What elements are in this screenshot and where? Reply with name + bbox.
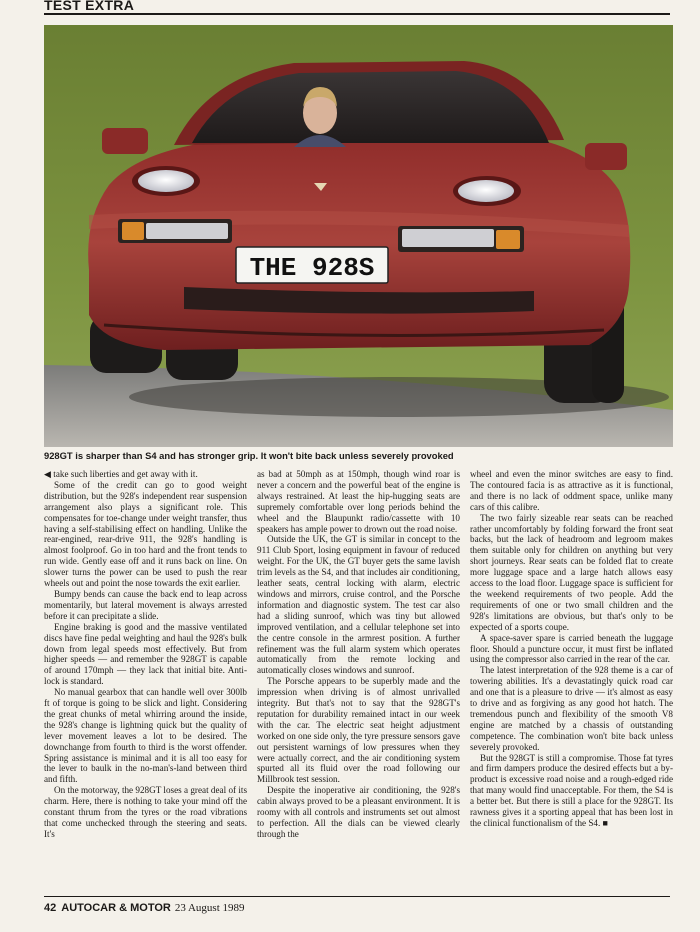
paragraph: wheel and even the minor switches are easy to find. The contoured facia is as attractive as it is functional, and there is no lack of oddment space, unlike many cars of this calibre.	[470, 469, 673, 512]
paragraph: The latest interpretation of the 928 theme is a car of towering abilities. It's a devastatingly quick road car and one that is a pleasure to drive — it's almost as easy to drive and as forgiving as any good hot hatch. The tremendous punch and flexibility of the smooth V8 engine are matched by a chassis of outstanding competence. The combination won't bite back unless severely provoked.	[470, 665, 673, 752]
paragraph: But the 928GT is still a compromise. Those fat tyres and firm dampers produce the desired effects but a by-product is excessive road noise and a rough-edged ride that many would find unacceptable. For them, the S4 is a better bet. But there is still a place for the 928GT. Its rawness gives it a sporting appeal that has been lost in the clinical functionalism of the S4.	[470, 752, 673, 828]
paragraph: Outside the UK, the GT is similar in concept to the 911 Club Sport, losing equipment in favour of reduced weight. For the UK, the GT buyer gets the same lavish trim levels as the S4, and that includes air conditioning, leather seats, central locking with alarm, electric windows and mirrors, cruise control, and the Porsche information and diagnostic system. The test car also had a sliding sunroof, which was tiny but allowed improved ventilation, and a cellular telephone set into the centre console in the armrest position. A further refinement was the full alarm system which operates automatically from the remote locking and automatically closes windows and sunroof.	[257, 534, 460, 676]
article-column-3	[470, 469, 673, 829]
paragraph: A space-saver spare is carried beneath the luggage floor. Should a puncture occur, it must first be inflated using the compressor also carried in the rear of the car.	[470, 632, 673, 665]
paragraph: Engine braking is good and the massive ventilated discs have fine pedal weighting and haul the 928's bulk down from legal speeds most effectively. But from higher speeds — and remember the 928GT is capable of around 170mph — they lack that initial bite. Anti-lock is standard.	[44, 621, 247, 687]
paragraph: Bumpy bends can cause the back end to leap across momentarily, but lateral movement is always arrested before it can precipitate a slide.	[44, 588, 247, 621]
photo-caption: 928GT is sharper than S4 and has stronger grip. It won't bite back unless severely provoked	[44, 450, 454, 461]
paragraph: Despite the inoperative air conditioning, the 928's cabin always proved to be a pleasant environment. It is roomy with all controls and instruments set out almost to perfection. All the dials can be viewed clearly through the	[257, 785, 460, 839]
end-mark: ■	[602, 818, 608, 828]
paragraph: Some of the credit can go to good weight distribution, but the 928's independent rear suspension arrangement also plays a significant role. This compensates for toe-change under weight transfer, thus having a self-stabilising effect on handling. Unlike the rear-engined, rear-drive 911, the 928's handling is almost foolproof. Go in too hard and the front tends to run wide. Gently ease off and it runs back on line. On slower turns the power can be used to push the rear wheels out and point the nose towards the exit earlier.	[44, 479, 247, 589]
issue-date: 23 August 1989	[174, 902, 245, 914]
page-footer	[44, 896, 670, 912]
paragraph: The Porsche appears to be superbly made and the impression when driving is of almost unrivalled integrity. But that's not to say that the 928GT's reputation for durability remained intact in our week with the car. The electric seat height adjustment worked on one side only, the tyre pressure sensors gave out persistent warnings of low pressures when they were actually correct, and the air conditioning system spurted all its fluid over the road following our Millbrook test session.	[257, 676, 460, 785]
section-label: TEST EXTRA	[44, 0, 135, 13]
paragraph: ◀ take such liberties and get away with it.	[44, 469, 198, 479]
car-photo	[44, 25, 673, 447]
paragraph: On the motorway, the 928GT loses a great deal of its charm. Here, there is nothing to take your mind off the constant thrum from the tyres or the road vibrations that come unchecked through the steering and seats. It's	[44, 785, 247, 839]
paragraph: The two fairly sizeable rear seats can be reached rather uncomfortably by folding forward the front seat backs, but the lack of headroom and legroom makes them suitable only for children on anything but very short journeys. Rear seats can be folded flat to create more luggage space and a large hatch allows easy access to the load floor. Luggage space is sufficient for the weekend requirements of two people. Add the requirements of one or two small children and the 928's limitations are obvious, but that's only to be expected of a sports coupe.	[470, 512, 673, 632]
number-plate: THE 928S	[249, 253, 375, 283]
page-header	[44, 0, 670, 15]
article-column-2	[257, 469, 460, 840]
paragraph: No manual gearbox that can handle well over 300lb ft of torque is going to be slick and light. Considering the great chunks of metal whirring around the inside, the 928's change is lightning quick but the quality of lever movement leaves a lot to be desired. The downchange from fourth to third is the worst offender. Spring assistance is minimal and it is all too easy for the lever to baulk in the no-man's-land between third and fifth.	[44, 687, 247, 785]
page-number: 42	[44, 902, 57, 914]
magazine-title: AUTOCAR & MOTOR	[61, 902, 171, 914]
article-column-1	[44, 469, 247, 840]
paragraph: as bad at 50mph as at 150mph, though wind roar is never a concern and the powerful beat of the engine is always restrained. At least the hip-hugging seats are supremely comfortable over long periods behind the wheel and the Blaupunkt radio/cassette with 10 speakers has ample power to drown out the road noise.	[257, 469, 460, 534]
